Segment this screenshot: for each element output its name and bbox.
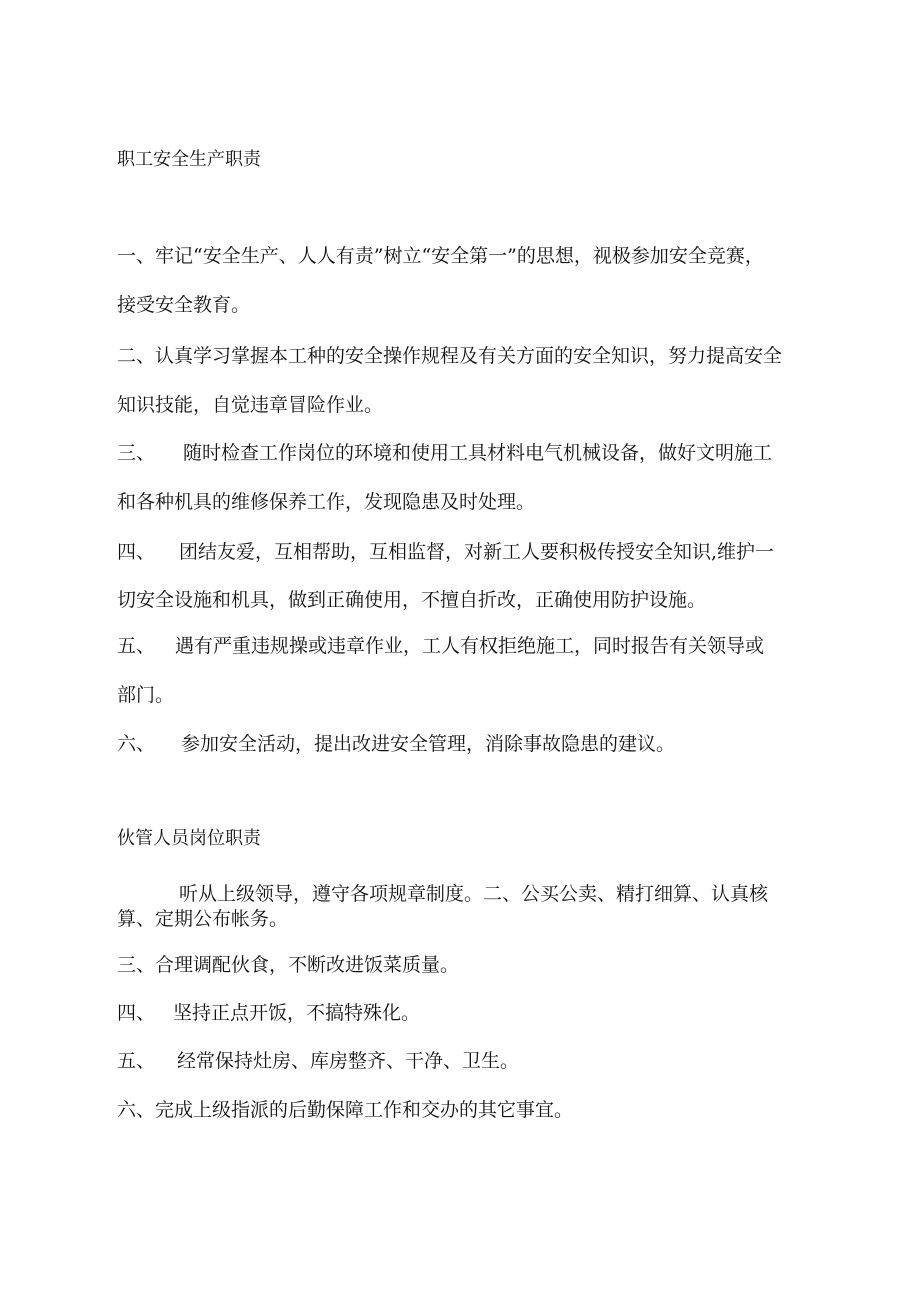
section1-item3-line2: 和各种机具的维修保养工作，发现隐患及时处理。 xyxy=(117,491,536,513)
item-text: 经常保持灶房、库房整齐、干净、卫生。 xyxy=(177,1050,520,1072)
section1-item2-line2: 知识技能，自觉违章冒险作业。 xyxy=(117,394,384,416)
item-number: 六、 xyxy=(117,733,156,755)
item-number: 三、 xyxy=(117,442,156,464)
item-number: 四、 xyxy=(117,541,156,563)
section2-item3 xyxy=(117,953,459,977)
item-number: 六、 xyxy=(117,1099,156,1121)
item-text: 认真学习掌握本工种的安全操作规程及有关方面的安全知识，努力提高安全 xyxy=(155,345,783,367)
section1-item5-line2: 部门。 xyxy=(117,684,175,706)
section1-item5-line1 xyxy=(117,634,764,658)
item-text: 随时检查工作岗位的环境和使用工具材料电气机械设备，做好文明施工 xyxy=(183,442,773,464)
section1-item4-line2: 切安全设施和机具，做到正确使用，不擅自折改，正确使用防护设施。 xyxy=(117,589,707,611)
item-number: 四、 xyxy=(117,1002,156,1024)
item-text: 参加安全活动，提出改进安全管理，消除事故隐患的建议。 xyxy=(181,733,676,755)
item-text: 团结友爱，互相帮助，互相监督，对新工人要积极传授安全知识,维护一 xyxy=(179,541,775,563)
section1-item4-line1 xyxy=(117,540,774,564)
item-text: 牢记“安全生产、人人有责”树立“安全第一”的思想，视极参加安全竞赛， xyxy=(155,245,764,267)
item-number: 五、 xyxy=(117,1050,156,1072)
item-number: 三、 xyxy=(117,954,156,976)
item-number: 一、 xyxy=(117,245,156,267)
item-text: 遇有严重违规操或违章作业，工人有权拒绝施工，同时报告有关领导或 xyxy=(175,635,765,657)
item-text: 完成上级指派的后勤保障工作和交办的其它事宜。 xyxy=(155,1099,574,1121)
intro-text: 听从上级领导，遵守各项规章制度。二、公买公卖、精打细算、认真核 xyxy=(179,883,769,905)
section2-intro-line1 xyxy=(117,882,768,906)
section1-item1-line1 xyxy=(117,244,764,268)
section1-item3-line1 xyxy=(117,441,772,465)
section2-item4 xyxy=(117,1001,420,1025)
section2-intro-line2: 算、定期公布帐务。 xyxy=(117,908,289,930)
item-text: 合理调配伙食，不断改进饭菜质量。 xyxy=(155,954,460,976)
section1-item1-line2: 接受安全教育。 xyxy=(117,294,251,316)
section2-title: 伙管人员岗位职责 xyxy=(117,828,261,849)
item-text: 坚持正点开饭，不搞特殊化。 xyxy=(173,1002,421,1024)
section2-item6 xyxy=(117,1098,573,1122)
section1-title: 职工安全生产职责 xyxy=(117,149,261,170)
section2-item5 xyxy=(117,1049,519,1073)
section1-item2-line1 xyxy=(117,344,782,368)
item-number: 二、 xyxy=(117,345,156,367)
section1-item6-line1 xyxy=(117,732,675,756)
item-number: 五、 xyxy=(117,635,156,657)
